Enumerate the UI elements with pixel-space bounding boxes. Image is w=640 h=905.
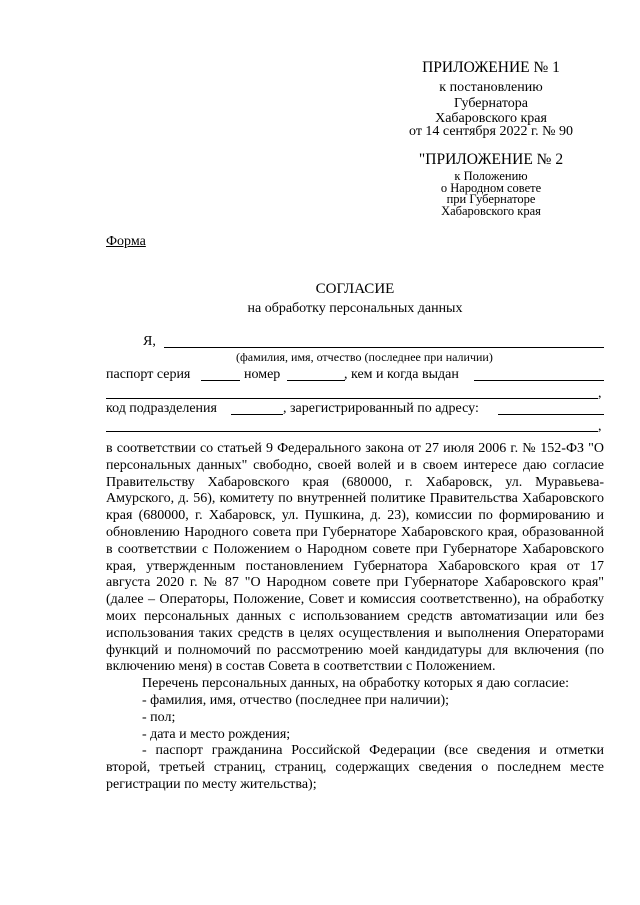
appendix-2-line: при Губернаторе <box>446 192 536 206</box>
issued-by-blank[interactable] <box>474 380 604 381</box>
fio-hint: (фамилия, имя, отчество (последнее при наличии) <box>236 350 493 364</box>
main-paragraph: в соответствии со статьей 9 Федерального закона от 27 июля 2006 г. № 152-ФЗ "О персональных данных" свободно, своей волей и в своем интересе даю согласие Правительству Хабаровского края (680000, г. Хабаровск, ул. Муравьева-Амурского, д. 56), комитету по внутренней политике Правительства Хабаровского края (680000, г. Хабаровск, ул. Пушкина, д. 23), комиссии по формированию и обновлению Народного совета при Губернаторе Хабаровского края, образованной в соответствии с Положением о Народном совете при Губернаторе Хабаровского края, утвержденным постановлением Губернатора Хабаровского края от 17 августа 2020 г. № 87 "О Народном совете при Губернаторе Хабаровского края" (далее – Операторы, Положение, Совет и комиссия соответственно), на обработку моих персональных данных с использованием средств автоматизации или без использования таких средств в целях осуществления и выполнения Операторами функций и полномочий по рассмотрению моей кандидатуры для включения (по включению меня) в состав Совета в соответствии с Положением. <box>106 441 604 675</box>
issued-by-blank-2[interactable] <box>106 398 598 399</box>
appendix-2-line: к Положению <box>454 169 528 183</box>
list-item: - фамилия, имя, отчество (последнее при наличии); <box>142 692 450 708</box>
registered-address-label: , зарегистрированный по адресу: <box>283 401 479 416</box>
ya-label: Я, <box>143 334 156 349</box>
passport-series-label: паспорт серия <box>106 367 191 382</box>
list-intro: Перечень персональных данных, на обработку которых я даю согласие: <box>142 676 570 692</box>
appendix-1-line: Губернатора <box>453 95 529 111</box>
list-item: - пол; <box>142 709 176 725</box>
comma: , <box>598 419 602 434</box>
list-item: - паспорт гражданина Российской Федерации (все сведения и отметки второй, третьей страниц, страниц, содержащих сведения о последнем месте регистрации по месту жительства); <box>106 743 604 792</box>
passport-number-blank[interactable] <box>287 380 345 381</box>
document-title: СОГЛАСИЕ <box>315 281 395 297</box>
issued-by-label: , кем и когда выдан <box>344 367 459 382</box>
appendix-2-block <box>380 150 602 169</box>
appendix-2-title: "ПРИЛОЖЕНИЕ № 2 <box>418 151 564 168</box>
appendix-1-title: ПРИЛОЖЕНИЕ № 1 <box>422 59 560 76</box>
consent-body <box>106 441 604 794</box>
appendix-1-line: к постановлению <box>439 80 543 95</box>
appendix-2-caption <box>380 171 602 217</box>
comma: , <box>598 386 602 401</box>
division-code-label: код подразделения <box>106 401 217 416</box>
address-blank[interactable] <box>498 414 604 415</box>
document-subtitle: на обработку персональных данных <box>247 301 463 316</box>
appendix-2-line: о Народном совете <box>440 180 542 195</box>
appendix-1-caption <box>380 80 602 127</box>
form-label: Форма <box>106 234 146 249</box>
list-item: - дата и место рождения; <box>142 726 291 742</box>
passport-series-blank[interactable] <box>201 380 240 381</box>
passport-number-label: номер <box>244 367 281 382</box>
appendix-1-line: от 14 сентября 2022 г. № 90 <box>409 124 573 139</box>
division-code-blank[interactable] <box>231 414 283 415</box>
appendix-2-line: Хабаровского края <box>441 203 541 218</box>
appendix-1-block <box>380 58 602 77</box>
appendix-1-date <box>380 124 602 140</box>
fio-blank[interactable] <box>164 347 604 348</box>
appendix-1-line: Хабаровского края <box>435 111 547 126</box>
address-blank-2[interactable] <box>106 431 598 432</box>
